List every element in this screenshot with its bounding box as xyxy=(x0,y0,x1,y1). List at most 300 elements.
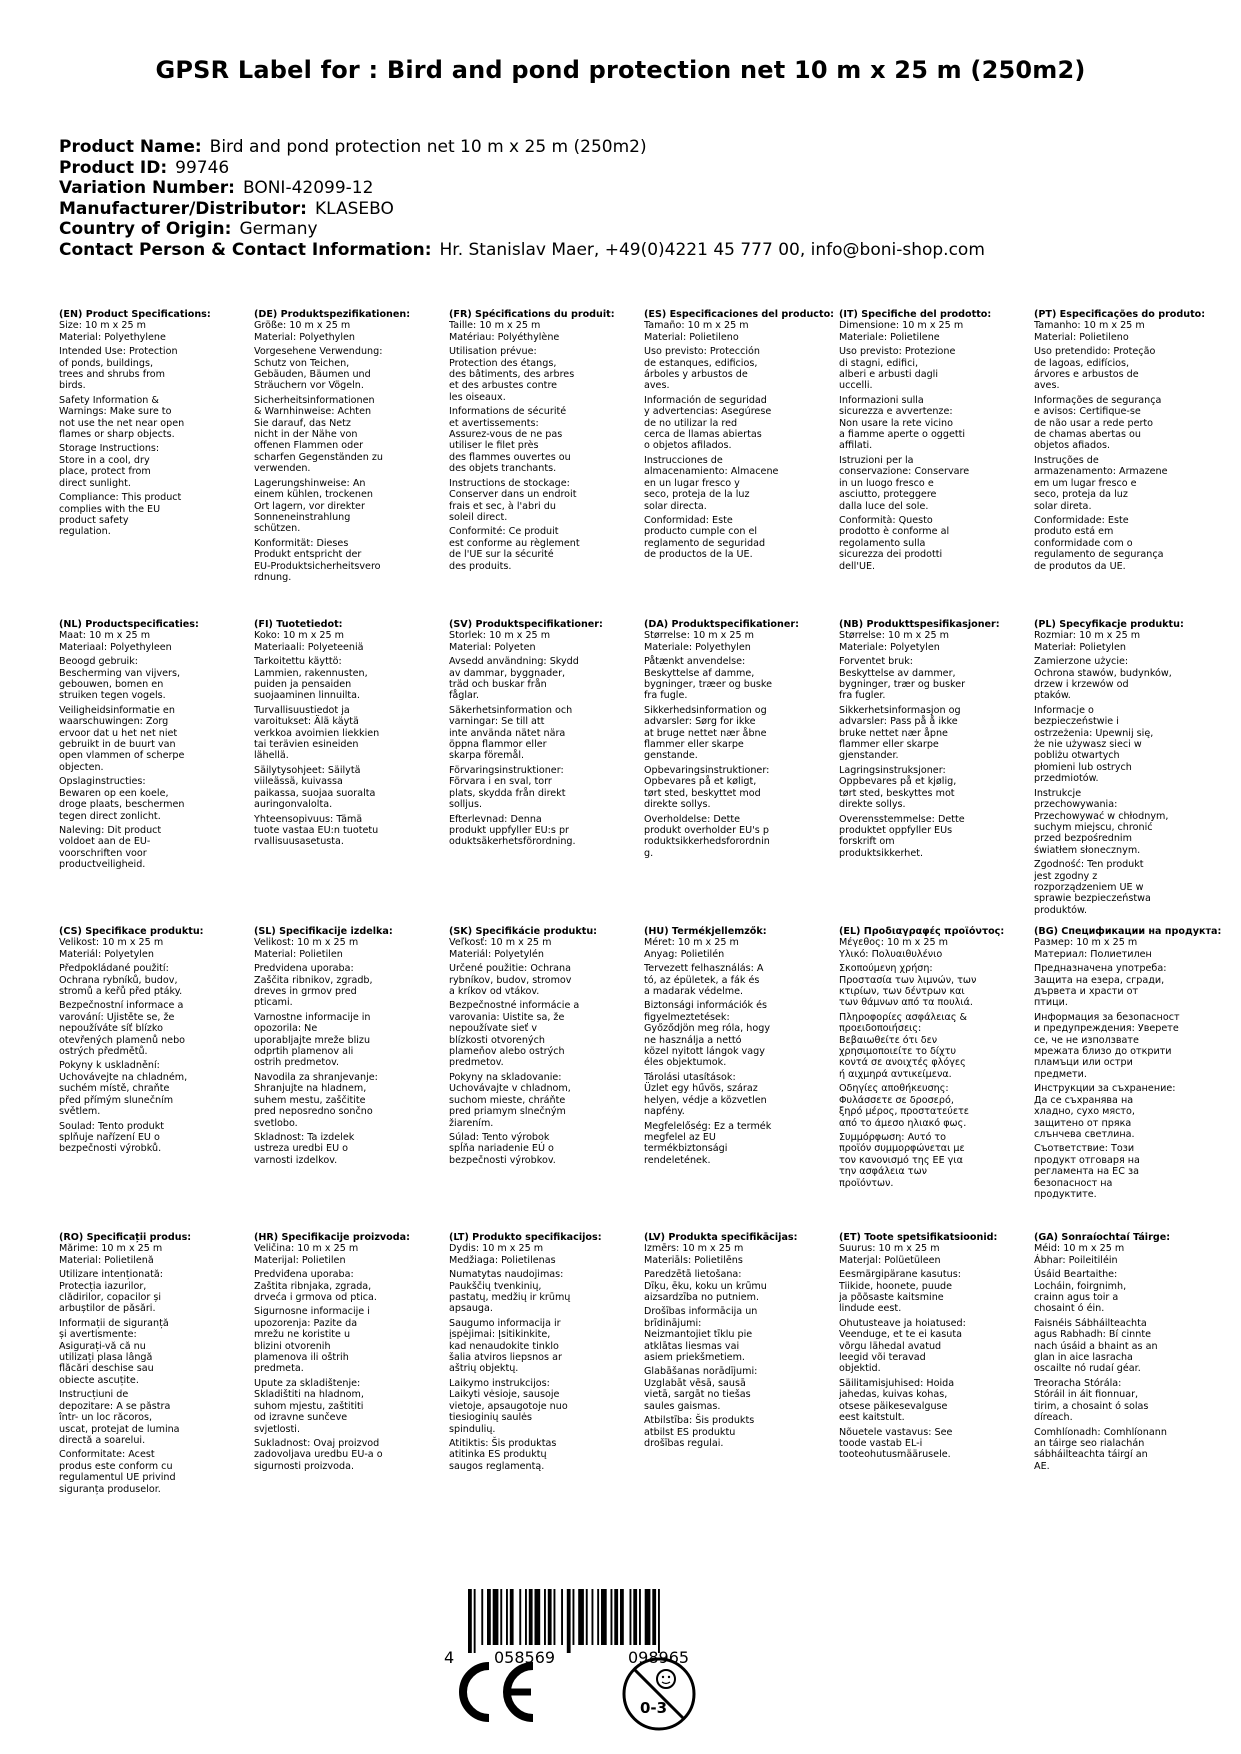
spec-size: Veličina: 10 m x 25 m xyxy=(254,1243,359,1255)
spec-line: vietā, sargāt no tiešas xyxy=(644,1389,751,1401)
spec-line: flames or sharp objects. xyxy=(59,429,175,441)
spec-line: Conformitate: Acest xyxy=(59,1449,155,1461)
spec-line: de productos de la UE. xyxy=(644,549,753,561)
spec-line: Предназначена употреба: xyxy=(1034,963,1167,975)
spec-line: Faisnéis Sábháilteachta xyxy=(1034,1317,1147,1329)
spec-line: Förvaringsinstruktioner: xyxy=(449,764,564,776)
spec-size: Μέγεθος: 10 m x 25 m xyxy=(839,937,948,949)
spec-line: Да се съхранява на xyxy=(1034,1094,1134,1106)
spec-paragraph xyxy=(449,1132,639,1166)
barcode-bar xyxy=(578,1589,584,1645)
spec-paragraph xyxy=(449,1318,639,1375)
spec-line: an táirge seo rialachán xyxy=(1034,1437,1145,1449)
spec-line: Győződjön meg róla, hogy xyxy=(644,1023,770,1035)
spec-size: Veľkosť: 10 m x 25 m xyxy=(449,937,552,949)
spec-paragraph xyxy=(59,346,249,392)
spec-line: tørt sted, beskyttes mot xyxy=(839,787,955,799)
spec-line: Säilitamisjuhised: Hoida xyxy=(839,1377,955,1389)
spec-line: drveća i grmova od ptica. xyxy=(254,1292,377,1304)
spec-line: Conformidad: Este xyxy=(644,514,733,526)
spec-line: oscailte nó rudaí géar. xyxy=(1034,1363,1141,1375)
spec-line: helyen, védje a közvetlen xyxy=(644,1094,767,1106)
spec-paragraph xyxy=(59,1389,249,1446)
spec-line: plats, skydda från direkt xyxy=(449,787,566,799)
spec-line: Skladnost: Ta izdelek xyxy=(254,1131,355,1143)
spec-line: Atbilstība: Šis produkts xyxy=(644,1415,755,1427)
spec-line: varoitukset: Älä käytä xyxy=(254,716,359,728)
spec-paragraph xyxy=(449,478,639,524)
spec-line: Защита на езера, сгради, xyxy=(1034,974,1165,986)
spec-line: prodotto è conforme al xyxy=(839,526,950,538)
spec-line: produkt uppfyller EU:s pr xyxy=(449,824,570,836)
spec-line: plameňov alebo ostrých xyxy=(449,1046,565,1058)
spec-line: šalia atviros liepsnos ar xyxy=(449,1352,562,1364)
spec-block xyxy=(449,309,639,572)
spec-line: Zaštita ribnjaka, zgrada, xyxy=(254,1280,372,1292)
spec-line: atklātas liesmas vai xyxy=(644,1340,740,1352)
spec-line: Sträuchern vor Vögeln. xyxy=(254,380,364,392)
spec-line: opozorila: Ne xyxy=(254,1023,318,1035)
spec-paragraph xyxy=(449,1269,639,1315)
spec-block xyxy=(644,619,834,859)
spec-paragraph xyxy=(839,963,1029,1009)
barcode-bar xyxy=(535,1589,541,1645)
spec-line: Pokyny k uskladnění: xyxy=(59,1060,160,1072)
spec-paragraph xyxy=(59,1060,249,1117)
spec-line: träd och buskar från xyxy=(449,679,547,691)
spec-line: Bescherming van vijvers, xyxy=(59,667,181,679)
spec-line: Varnostne informacije in xyxy=(254,1011,371,1023)
spec-line: Opbevares på et køligt, xyxy=(644,776,757,788)
spec-paragraph xyxy=(59,1449,249,1495)
spec-line: objetos afiados. xyxy=(1034,440,1111,452)
spec-heading: (LT) Produkto specifikacijos: xyxy=(449,1232,602,1243)
spec-line: objecten. xyxy=(59,761,104,773)
spec-line: fra fugle. xyxy=(644,690,688,702)
spec-paragraph xyxy=(449,814,639,848)
spec-line: Przechowywać w chłodnym, xyxy=(1034,810,1169,822)
spec-line: Protection des étangs, xyxy=(449,357,557,369)
spec-line: Sie darauf, das Netz xyxy=(254,417,351,429)
spec-line: brīdinājumi: xyxy=(644,1317,702,1329)
spec-line: schützen. xyxy=(254,523,301,535)
spec-line: την ασφάλεια των xyxy=(839,1166,927,1178)
spec-paragraph xyxy=(839,949,1029,960)
spec-line: безопасност на xyxy=(1034,1177,1113,1189)
spec-line: inte använda nätet nära xyxy=(449,727,566,739)
age-label: 0-3 xyxy=(640,1699,668,1717)
spec-paragraph xyxy=(449,642,639,653)
spec-line: figyelmeztetések: xyxy=(644,1011,730,1023)
spec-line: Materiaali: Polyeteeniä xyxy=(254,641,364,653)
spec-line: Gebäuden, Bäumen und xyxy=(254,369,371,381)
barcode-digit-first: 4 xyxy=(444,1648,455,1667)
spec-line: sprawie bezpieczeństwa xyxy=(1034,893,1151,905)
spec-line: Ochrana rybníků, budov, xyxy=(59,974,178,986)
spec-line: spindulių. xyxy=(449,1423,496,1435)
barcode-bar xyxy=(481,1589,483,1645)
spec-line: regulation. xyxy=(59,526,111,538)
spec-line: dreves in grmov pred xyxy=(254,986,357,998)
spec-line: Predvidena uporaba: xyxy=(254,963,354,975)
spec-line: pred neposredno sončno xyxy=(254,1106,373,1118)
ce-mark-icon xyxy=(451,1660,537,1724)
spec-line: mrežu ne koristite u xyxy=(254,1329,351,1341)
spec-line: Megfelelőség: Ez a termék xyxy=(644,1120,772,1132)
spec-size: Koko: 10 m x 25 m xyxy=(254,630,345,642)
spec-line: продуктите. xyxy=(1034,1188,1097,1200)
spec-line: en un lugar fresco y xyxy=(644,477,740,489)
spec-line: aizsardzība no putniem. xyxy=(644,1292,760,1304)
spec-line: de l'UE sur la sécurité xyxy=(449,549,554,561)
spec-line: reglamento de seguridad xyxy=(644,537,766,549)
spec-line: almacenamiento: Almacene xyxy=(644,466,779,478)
spec-paragraph xyxy=(839,1269,1029,1315)
spec-line: solar directa. xyxy=(644,500,707,512)
spec-line: produktet oppfyller EUs xyxy=(839,824,953,836)
spec-line: direkte sollys. xyxy=(839,799,906,811)
spec-line: tooteohutusmäärusele. xyxy=(839,1449,951,1461)
spec-paragraph xyxy=(59,1121,249,1155)
spec-line: Uchovávajte v chladnom, xyxy=(449,1083,571,1095)
spec-line: Υλικό: Πολυαιθυλένιο xyxy=(839,948,943,960)
spec-line: Tárolási utasítások: xyxy=(644,1071,736,1083)
spec-line: Utilizare intenționată: xyxy=(59,1269,163,1281)
spec-heading: (HR) Specifikacije proizvoda: xyxy=(254,1232,410,1243)
spec-line: Προστασία των λιμνών, των xyxy=(839,974,977,986)
spec-line: alberi e arbusti dagli xyxy=(839,369,939,381)
spec-block xyxy=(254,309,444,583)
spec-line: Инструкции за съхранение: xyxy=(1034,1083,1176,1095)
spec-block xyxy=(449,619,639,848)
info-row xyxy=(59,199,1199,220)
spec-block xyxy=(839,309,1029,572)
spec-line: direct sunlight. xyxy=(59,477,131,489)
spec-heading: (DA) Produktspecifikationer: xyxy=(644,619,799,630)
spec-block xyxy=(1034,619,1234,916)
spec-line: Bewaren op een koele, xyxy=(59,787,169,799)
spec-paragraph xyxy=(59,705,249,773)
spec-paragraph xyxy=(254,346,444,392)
spec-line: przechowywania: xyxy=(1034,799,1118,811)
spec-line: bezpečnosti výrobků. xyxy=(59,1143,162,1155)
spec-line: Laikymo instrukcijos: xyxy=(449,1377,550,1389)
spec-line: de não usar a rede perto xyxy=(1034,417,1154,429)
spec-line: Sicherheitsinformationen xyxy=(254,394,375,406)
spec-size: Mărime: 10 m x 25 m xyxy=(59,1243,163,1255)
barcode-bar xyxy=(592,1589,594,1645)
spec-line: rvallisuusasetusta. xyxy=(254,836,344,848)
spec-line: των θάμνων από τα πουλιά. xyxy=(839,997,973,1009)
spec-line: saules gaismas. xyxy=(644,1400,721,1412)
spec-paragraph xyxy=(644,656,834,702)
spec-line: ostrzeżenia: Upewnij się, xyxy=(1034,727,1154,739)
spec-block xyxy=(644,1232,834,1449)
spec-line: av dammar, byggnader, xyxy=(449,667,566,679)
spec-paragraph xyxy=(254,332,444,343)
spec-line: Určené použitie: Ochrana xyxy=(449,963,572,975)
spec-line: árvores e arbustos de xyxy=(1034,369,1139,381)
spec-line: atitinka ES produktų xyxy=(449,1449,547,1461)
spec-line: suhom mjestu, zaštititi xyxy=(254,1400,364,1412)
spec-paragraph xyxy=(1034,515,1234,572)
spec-line: Drošības informācija un xyxy=(644,1306,758,1318)
spec-size: Размер: 10 m x 25 m xyxy=(1034,937,1138,949)
spec-line: díreach. xyxy=(1034,1412,1073,1424)
spec-line: di stagni, edifici, xyxy=(839,357,919,369)
spec-line: nach úsáid a bhaint as an xyxy=(1034,1340,1158,1352)
spec-line: Stóráil in áit fionnuar, xyxy=(1034,1389,1139,1401)
spec-line: struiken tegen vogels. xyxy=(59,690,166,702)
spec-block xyxy=(254,1232,444,1472)
spec-line: zadovoljava uredbu EU-a o xyxy=(254,1449,383,1461)
spec-line: otevřených plamenů nebo xyxy=(59,1034,186,1046)
spec-line: Store in a cool, dry xyxy=(59,454,150,466)
spec-line: Paukščių tvenkinių, xyxy=(449,1280,542,1292)
spec-paragraph xyxy=(59,395,249,441)
spec-line: siguranța produselor. xyxy=(59,1483,161,1495)
spec-line: soleil direct. xyxy=(449,511,508,523)
info-value: KLASEBO xyxy=(314,198,394,219)
spec-paragraph xyxy=(644,1255,834,1266)
spec-line: obiecte ascuțite. xyxy=(59,1374,139,1386)
spec-line: Protecția iazurilor, xyxy=(59,1280,147,1292)
spec-line: gjenstander. xyxy=(839,750,899,762)
barcode-bar xyxy=(645,1589,651,1645)
spec-paragraph xyxy=(254,1012,444,1069)
spec-line: pred priamym slnečným xyxy=(449,1106,566,1118)
spec-block xyxy=(449,926,639,1166)
spec-line: Medžiaga: Polietilenas xyxy=(449,1254,556,1266)
spec-heading: (EL) Προδιαγραφές προϊόντος: xyxy=(839,926,1005,937)
spec-size: Velikost: 10 m x 25 m xyxy=(254,937,359,949)
spec-line: Ochrona stawów, budynków, xyxy=(1034,667,1172,679)
spec-line: Efterlevnad: Denna xyxy=(449,813,542,825)
spec-line: of ponds, buildings, xyxy=(59,357,153,369)
spec-line: seco, proteja de la luz xyxy=(644,489,750,501)
spec-heading: (PT) Especificações do produto: xyxy=(1034,309,1206,320)
spec-line: tó, az épületek, a fák és xyxy=(644,974,760,986)
spec-line: nicht in der Nähe von xyxy=(254,429,358,441)
spec-line: bezpieczeństwie i xyxy=(1034,716,1119,728)
spec-line: des produits. xyxy=(449,560,512,572)
spec-line: produktów. xyxy=(1034,904,1088,916)
spec-paragraph xyxy=(254,1306,444,1374)
spec-line: пламъци или остри xyxy=(1034,1057,1133,1069)
spec-line: o objetos afilados. xyxy=(644,440,732,452)
spec-paragraph xyxy=(449,1438,639,1472)
spec-line: a fiamme aperte o oggetti xyxy=(839,429,966,441)
spec-line: Forventet bruk: xyxy=(839,656,914,668)
spec-line: rdnung. xyxy=(254,571,292,583)
spec-line: crainn agus toir a xyxy=(1034,1292,1119,1304)
barcode-bar xyxy=(529,1589,533,1645)
spec-line: regolamento sulla xyxy=(839,537,926,549)
spec-line: bygninger, træer og buske xyxy=(644,679,773,691)
spec-line: aštrių objektų. xyxy=(449,1363,519,1375)
info-value: BONI-42099-12 xyxy=(242,178,374,198)
spec-line: complies with the EU xyxy=(59,503,161,515)
info-value: Hr. Stanislav Maer, +49(0)4221 45 777 00, info@boni-shop.com xyxy=(439,239,985,260)
spec-line: Materiál: Polyetylen xyxy=(59,948,154,960)
spec-paragraph xyxy=(59,1000,249,1057)
spec-line: Dīķu, ēku, koku un krūmu xyxy=(644,1280,767,1292)
spec-line: bezpečnosti výrobkov. xyxy=(449,1154,556,1166)
spec-line: žiarením. xyxy=(449,1117,494,1129)
spec-line: Informații de siguranță xyxy=(59,1317,169,1329)
spec-block xyxy=(644,309,834,561)
spec-paragraph xyxy=(1034,455,1234,512)
spec-line: jest zgodny z xyxy=(1034,870,1098,882)
spec-line: est conforme au règlement xyxy=(449,537,580,549)
spec-line: directă a soarelui. xyxy=(59,1434,146,1446)
spec-paragraph xyxy=(1034,1255,1234,1266)
spec-line: ja põõsaste kaitsmine xyxy=(839,1292,944,1304)
spec-line: flammer eller skarpe xyxy=(644,739,744,751)
spec-line: gebruikt in de buurt van xyxy=(59,739,176,751)
spec-line: Upute za skladištenje: xyxy=(254,1377,361,1389)
spec-heading: (DE) Produktspezifikationen: xyxy=(254,309,411,320)
spec-line: solar direta. xyxy=(1034,500,1092,512)
spec-line: Tarkoitettu käyttö: xyxy=(254,656,342,668)
spec-line: verkkoa avoimien liekkien xyxy=(254,727,380,739)
spec-line: viileässä, kuivassa xyxy=(254,776,343,788)
spec-line: Assurez-vous de ne pas xyxy=(449,429,563,441)
spec-line: asiem priekšmetiem. xyxy=(644,1352,745,1364)
spec-line: sicurezza e avvertenze: xyxy=(839,406,953,418)
spec-paragraph xyxy=(1034,1083,1234,1140)
spec-line: Conformidade: Este xyxy=(1034,514,1129,526)
spec-line: sicurezza dei prodotti xyxy=(839,549,943,561)
spec-line: дървета и храсти от xyxy=(1034,986,1139,998)
spec-paragraph xyxy=(449,346,639,403)
spec-size: Suurus: 10 m x 25 m xyxy=(839,1243,940,1255)
barcode-bar xyxy=(597,1589,599,1645)
spec-line: sábháilteachta táirgí an xyxy=(1034,1449,1148,1461)
spec-block xyxy=(449,1232,639,1472)
spec-line: Beskyttelse af damme, xyxy=(644,667,755,679)
spec-line: Materiał: Polietylen xyxy=(1034,641,1126,653)
spec-line: suchém místě, chraňte xyxy=(59,1083,170,1095)
spec-line: Safety Information & xyxy=(59,394,159,406)
spec-paragraph xyxy=(254,765,444,811)
spec-line: auringonvalolta. xyxy=(254,799,333,811)
spec-paragraph xyxy=(449,705,639,762)
spec-line: napfény. xyxy=(644,1106,685,1118)
spec-line: suchym miejscu, chronić xyxy=(1034,821,1153,833)
spec-line: utilizați plasa lângă xyxy=(59,1352,153,1364)
spec-line: Schutz von Teichen, xyxy=(254,357,350,369)
spec-line: g. xyxy=(644,847,654,859)
spec-line: Materjal: Polüetüleen xyxy=(839,1254,941,1266)
spec-size: Størrelse: 10 m x 25 m xyxy=(644,630,754,642)
spec-heading: (SL) Specifikacije izdelka: xyxy=(254,926,393,937)
barcode-bar xyxy=(614,1589,618,1645)
barcode-bar xyxy=(510,1589,514,1645)
spec-line: voorschriften voor xyxy=(59,847,147,859)
barcode-bar xyxy=(506,1589,508,1645)
spec-line: de no utilizar la red xyxy=(644,417,738,429)
spec-block xyxy=(59,926,249,1155)
spec-line: a madarak védelme. xyxy=(644,986,744,998)
spec-line: varovania: Uistite sa, že xyxy=(449,1011,565,1023)
spec-line: ostrých předmětů. xyxy=(59,1046,148,1058)
spec-block xyxy=(59,619,249,871)
spec-paragraph xyxy=(644,705,834,762)
barcode-bar xyxy=(468,1589,472,1653)
spec-paragraph xyxy=(644,395,834,452)
spec-line: uccelli. xyxy=(839,380,873,392)
spec-line: produkt overholder EU's p xyxy=(644,824,769,836)
spec-line: productveiligheid. xyxy=(59,859,146,871)
spec-line: des flammes ouvertes ou xyxy=(449,451,571,463)
spec-line: vietoje, apsaugotoje nuo xyxy=(449,1400,568,1412)
spec-heading: (NL) Productspecificaties: xyxy=(59,619,199,630)
spec-line: drzew i krzewów od xyxy=(1034,679,1129,691)
spec-line: fra fugler. xyxy=(839,690,886,702)
spec-paragraph xyxy=(644,455,834,512)
spec-block xyxy=(644,926,834,1166)
spec-line: Ábhar: Poileitiléin xyxy=(1034,1254,1118,1266)
spec-size: Tamaño: 10 m x 25 m xyxy=(644,320,749,332)
spec-paragraph xyxy=(449,526,639,572)
spec-line: Ohutusteave ja hoiatused: xyxy=(839,1317,966,1329)
spec-block xyxy=(254,619,444,848)
spec-line: Ort lagern, vor direkter xyxy=(254,500,365,512)
spec-line: splňuje nařízení EU o xyxy=(59,1131,160,1143)
spec-line: clădirilor, copacilor și xyxy=(59,1292,162,1304)
spec-line: Informações de segurança xyxy=(1034,394,1162,406)
spec-block xyxy=(1034,309,1234,572)
spec-line: tiesioginių saulės xyxy=(449,1412,533,1424)
spec-line: flăcări deschise sau xyxy=(59,1363,154,1375)
spec-line: Yhteensopivuus: Tämä xyxy=(254,813,363,825)
spec-line: προϊόν συμμορφώνεται με xyxy=(839,1143,965,1155)
spec-line: Съответствие: Този xyxy=(1034,1143,1135,1155)
spec-line: Non usare la rete vicino xyxy=(839,417,953,429)
barcode-bar xyxy=(652,1589,656,1645)
spec-line: lindude eest. xyxy=(839,1303,902,1315)
barcode-bar xyxy=(500,1589,502,1645)
spec-line: voldoet aan de EU- xyxy=(59,836,151,848)
spec-paragraph xyxy=(254,705,444,762)
spec-line: dalla luce del sole. xyxy=(839,500,929,512)
spec-line: birds. xyxy=(59,380,86,392)
spec-line: rybníkov, budov, stromov xyxy=(449,974,572,986)
spec-line: conformidade com o xyxy=(1034,537,1133,549)
spec-paragraph xyxy=(254,1132,444,1166)
spec-paragraph xyxy=(644,515,834,561)
spec-paragraph xyxy=(839,455,1029,512)
spec-line: и предупреждения: Уверете xyxy=(1034,1023,1179,1035)
spec-line: puiden ja pensaiden xyxy=(254,679,352,691)
spec-paragraph xyxy=(644,814,834,860)
spec-line: producto cumple con el xyxy=(644,526,758,538)
spec-paragraph xyxy=(839,1255,1029,1266)
spec-line: Üzlet egy hűvös, száraz xyxy=(644,1083,758,1095)
spec-size: Størrelse: 10 m x 25 m xyxy=(839,630,949,642)
spec-line: glan in aice lasracha xyxy=(1034,1352,1133,1364)
spec-paragraph xyxy=(839,814,1029,860)
spec-line: се, че не използвате xyxy=(1034,1034,1139,1046)
spec-line: Predviđena uporaba: xyxy=(254,1269,354,1281)
spec-line: Βεβαιωθείτε ότι δεν xyxy=(839,1034,938,1046)
spec-paragraph xyxy=(1034,1318,1234,1375)
spec-block xyxy=(1034,1232,1234,1472)
spec-heading: (LV) Produkta specifikācijas: xyxy=(644,1232,798,1243)
spec-paragraph xyxy=(644,949,834,960)
spec-paragraph xyxy=(254,478,444,535)
